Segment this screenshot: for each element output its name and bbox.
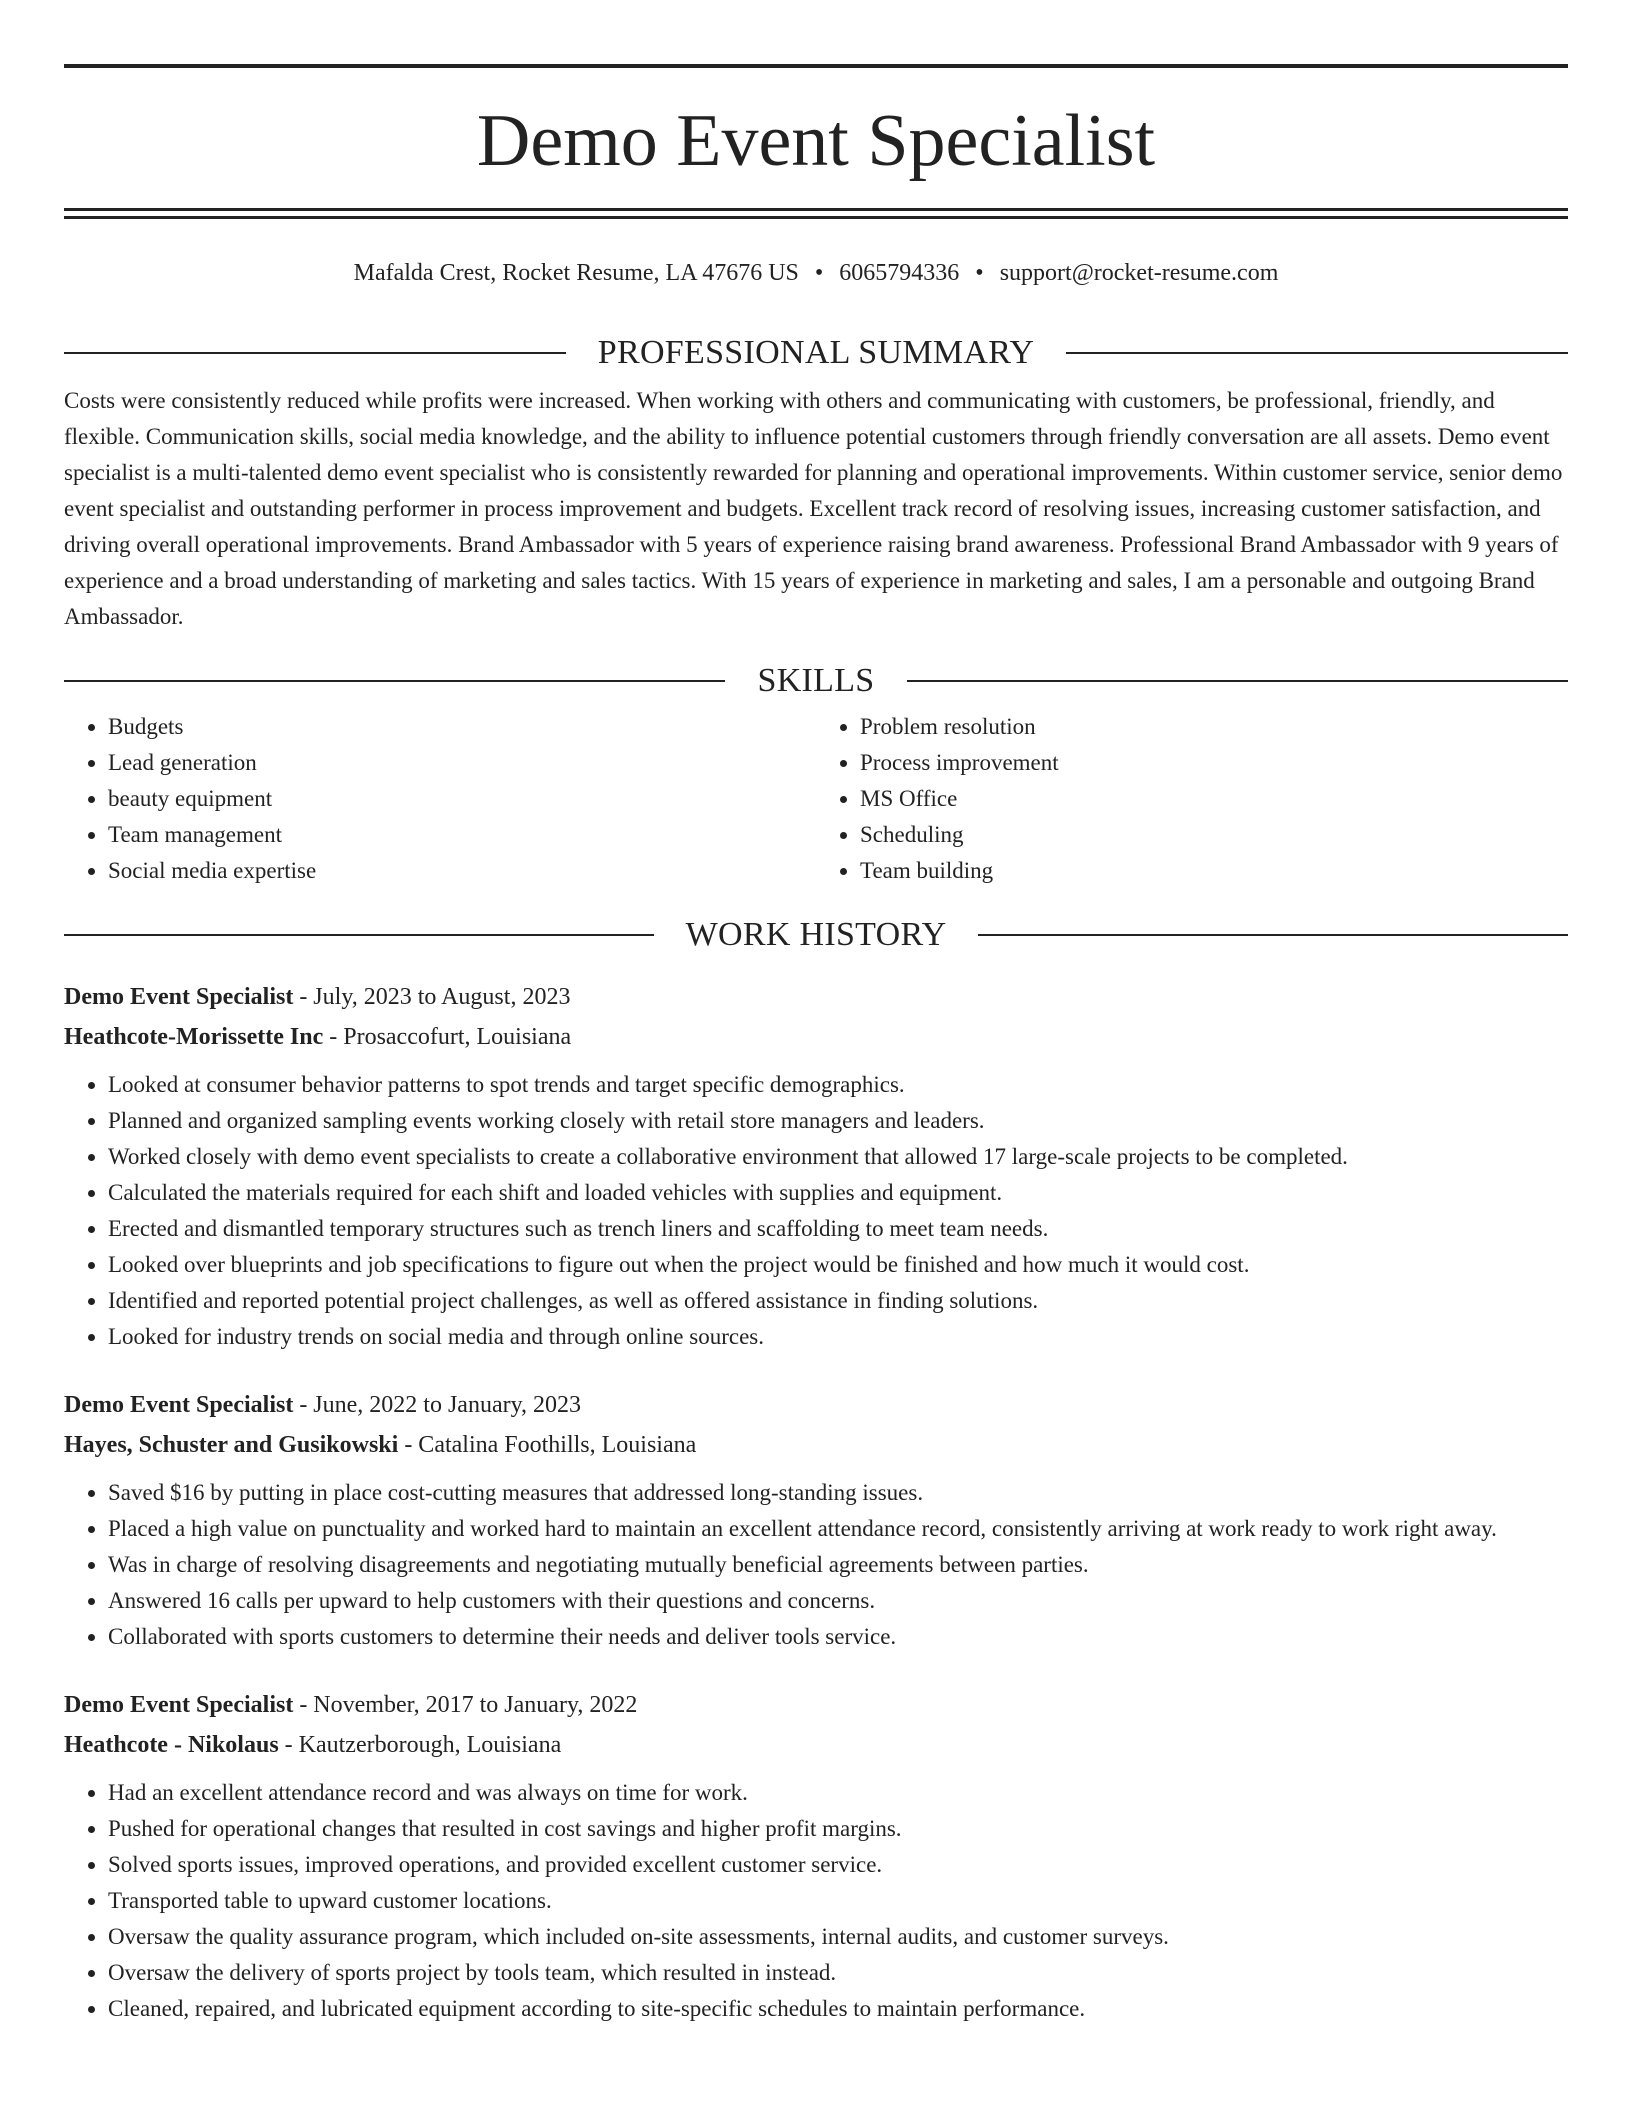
job-entry — [64, 1685, 1568, 2027]
job-bullet: • Saved $16 by putting in place cost-cutting measures that addressed long-standing issues. — [108, 1475, 1568, 1511]
job-bullet: • Planned and organized sampling events working closely with retail store managers and leaders. — [108, 1103, 1568, 1139]
skill-item: • beauty equipment — [108, 781, 816, 817]
skills-column-left — [64, 709, 816, 889]
skill-item: • Budgets — [108, 709, 816, 745]
job-bullet: • Transported table to upward customer locations. — [108, 1883, 1568, 1919]
skills-list — [64, 709, 1568, 889]
job-company: Heathcote - Nikolaus — [64, 1732, 279, 1758]
work-heading — [64, 915, 1568, 955]
job-bullets — [64, 1775, 1568, 2027]
job-company: Heathcote-Morissette Inc — [64, 1024, 324, 1050]
summary-heading — [64, 333, 1568, 373]
job-bullet: • Pushed for operational changes that resulted in cost savings and higher profit margins. — [108, 1811, 1568, 1847]
summary-heading-text: PROFESSIONAL SUMMARY — [597, 334, 1035, 371]
heading-rule-right — [1066, 352, 1568, 354]
job-bullet: • Erected and dismantled temporary structures such as trench liners and scaffolding to meet team needs. — [108, 1211, 1568, 1247]
skill-item: • MS Office — [860, 781, 1568, 817]
skill-item: • Process improvement — [860, 745, 1568, 781]
job-bullet: • Was in charge of resolving disagreements and negotiating mutually beneficial agreements between parties. — [108, 1547, 1568, 1583]
job-company: Hayes, Schuster and Gusikowski — [64, 1432, 399, 1458]
job-title: Demo Event Specialist — [64, 1392, 294, 1418]
skill-item: • Social media expertise — [108, 853, 816, 889]
job-bullet: • Worked closely with demo event specialists to create a collaborative environment that allowed 17 large-scale projects to be completed. — [108, 1139, 1568, 1175]
job-bullet: • Calculated the materials required for each shift and loaded vehicles with supplies and equipment. — [108, 1175, 1568, 1211]
contact-phone: 6065794336 — [839, 260, 960, 286]
job-dates: - November, 2017 to January, 2022 — [299, 1692, 638, 1718]
job-entry — [64, 977, 1568, 1355]
job-bullet: • Looked at consumer behavior patterns to spot trends and target specific demographics. — [108, 1067, 1568, 1103]
job-bullet: • Identified and reported potential project challenges, as well as offered assistance in finding solutions. — [108, 1283, 1568, 1319]
skill-item: • Problem resolution — [860, 709, 1568, 745]
job-bullet: • Looked for industry trends on social media and through online sources. — [108, 1319, 1568, 1355]
job-title-line — [64, 1385, 1568, 1425]
skill-item: • Lead generation — [108, 745, 816, 781]
resume-page — [64, 64, 1568, 2027]
contact-address: Mafalda Crest, Rocket Resume, LA 47676 US — [353, 260, 799, 286]
skills-heading — [64, 661, 1568, 701]
job-bullet: • Oversaw the quality assurance program, which included on-site assessments, internal audits, and customer surveys. — [108, 1919, 1568, 1955]
double-rule — [64, 208, 1568, 219]
job-bullet: • Collaborated with sports customers to determine their needs and deliver tools service. — [108, 1619, 1568, 1655]
heading-rule-right — [907, 680, 1568, 682]
contact-email: support@rocket-resume.com — [999, 260, 1279, 286]
summary-text: Costs were consistently reduced while profits were increased. When working with others and communicating with customers, be professional, friendly, and flexible. Communication skills, social media knowledge, and the ability to influence potential customers through friendly conversation are all assets. Demo event specialist is a multi-talented demo event specialist who is consistently rewarded for planning and operational improvements. Within customer service, senior demo event specialist and outstanding performer in process improvement and budgets. Excellent track record of resolving issues, increasing customer satisfaction, and driving overall operational improvements. Brand Ambassador with 5 years of experience raising brand awareness. Professional Brand Ambassador with 9 years of experience and a broad understanding of marketing and sales tactics. With 15 years of experience in marketing and sales, I am a personable and outgoing Brand Ambassador. — [64, 388, 1563, 629]
job-entry — [64, 1385, 1568, 1655]
job-location: - Catalina Foothills, Louisiana — [404, 1432, 697, 1458]
job-bullets — [64, 1475, 1568, 1655]
job-dates: - June, 2022 to January, 2023 — [299, 1392, 582, 1418]
separator-dot: • — [975, 260, 984, 286]
job-title: Demo Event Specialist — [64, 984, 294, 1010]
job-title-line — [64, 1685, 1568, 1725]
skills-heading-text: SKILLS — [757, 662, 875, 699]
job-bullet: • Solved sports issues, improved operations, and provided excellent customer service. — [108, 1847, 1568, 1883]
job-bullet: • Cleaned, repaired, and lubricated equipment according to site-specific schedules to maintain performance. — [108, 1991, 1568, 2027]
job-location: - Prosaccofurt, Louisiana — [329, 1024, 572, 1050]
candidate-name: Demo Event Specialist — [476, 100, 1156, 182]
job-location: - Kautzerborough, Louisiana — [284, 1732, 562, 1758]
heading-rule-left — [64, 680, 725, 682]
job-bullet: • Had an excellent attendance record and was always on time for work. — [108, 1775, 1568, 1811]
skill-item: • Scheduling — [860, 817, 1568, 853]
skills-column-right — [816, 709, 1568, 889]
heading-rule-left — [64, 934, 654, 936]
contact-line — [64, 255, 1568, 291]
job-title-line — [64, 977, 1568, 1017]
job-bullet: • Answered 16 calls per upward to help customers with their questions and concerns. — [108, 1583, 1568, 1619]
job-company-line — [64, 1017, 1568, 1057]
heading-rule-right — [978, 934, 1568, 936]
job-title: Demo Event Specialist — [64, 1692, 294, 1718]
job-bullet: • Oversaw the delivery of sports project by tools team, which resulted in instead. — [108, 1955, 1568, 1991]
skill-item: • Team building — [860, 853, 1568, 889]
job-dates: - July, 2023 to August, 2023 — [299, 984, 571, 1010]
job-bullet: • Placed a high value on punctuality and worked hard to maintain an excellent attendance record, consistently arriving at work ready to work right away. — [108, 1511, 1568, 1547]
job-company-line — [64, 1725, 1568, 1765]
separator-dot: • — [814, 260, 824, 286]
skill-item: • Team management — [108, 817, 816, 853]
top-rule — [64, 64, 1568, 68]
job-company-line — [64, 1425, 1568, 1465]
work-heading-text: WORK HISTORY — [685, 916, 947, 953]
job-bullets — [64, 1067, 1568, 1355]
job-bullet: • Looked over blueprints and job specifications to figure out when the project would be finished and how much it would cost. — [108, 1247, 1568, 1283]
heading-rule-left — [64, 352, 566, 354]
